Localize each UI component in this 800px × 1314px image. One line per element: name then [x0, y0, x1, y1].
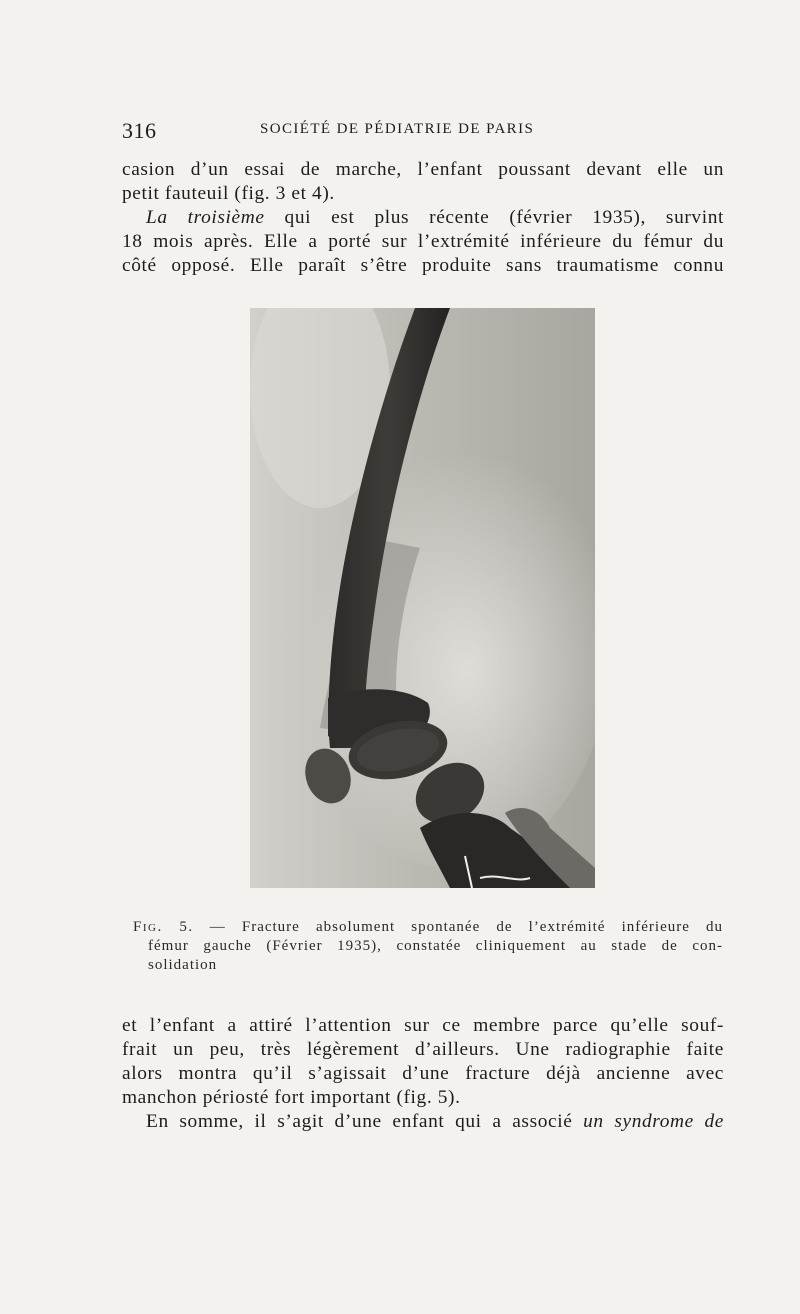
page-number: 316	[122, 118, 157, 143]
text-line: alors montra qu’il s’agissait d’une fracture déjà ancienne avec	[122, 1063, 724, 1084]
text-line: casion d’un essai de marche, l’enfant poussant devant elle un	[122, 159, 724, 180]
italic-phrase: un syndrome de	[583, 1111, 725, 1132]
text-span: En somme, il s’agit d’une enfant qui a associé	[146, 1111, 584, 1132]
text-line: frait un peu, très légèrement d’ailleurs. Une radiographie faite	[122, 1039, 724, 1060]
page-header	[122, 118, 722, 144]
caption-line	[133, 918, 723, 937]
xray-image	[250, 308, 595, 888]
caption-line: fémur gauche (Février 1935), constatée cliniquement au stade de con-	[148, 938, 723, 954]
text-line	[122, 206, 724, 230]
running-head: SOCIÉTÉ DE PÉDIATRIE DE PARIS	[260, 121, 535, 137]
text-line	[122, 1110, 724, 1134]
text-line: manchon périosté fort important (fig. 5).	[122, 1087, 461, 1108]
text-line: et l’enfant a attiré l’attention sur ce membre parce qu’elle souf-	[122, 1015, 724, 1036]
text-span: qui est plus récente (février 1935), survint	[264, 207, 724, 228]
paragraph-bottom	[122, 1014, 724, 1134]
radiograph-figure	[250, 308, 595, 888]
figure-caption	[133, 918, 723, 975]
caption-line: solidation	[148, 957, 218, 973]
text-line: 18 mois après. Elle a porté sur l’extrémité inférieure du fémur du	[122, 231, 724, 252]
text-line: petit fauteuil (fig. 3 et 4).	[122, 183, 335, 204]
paragraph-top	[122, 158, 724, 278]
caption-text: — Fracture absolument spontanée de l’extrémité inférieure du	[193, 919, 724, 935]
italic-phrase: La troisième	[146, 207, 265, 228]
text-line: côté opposé. Elle paraît s’être produite sans traumatisme connu	[122, 255, 724, 276]
figure-label: Fig. 5.	[133, 919, 194, 935]
